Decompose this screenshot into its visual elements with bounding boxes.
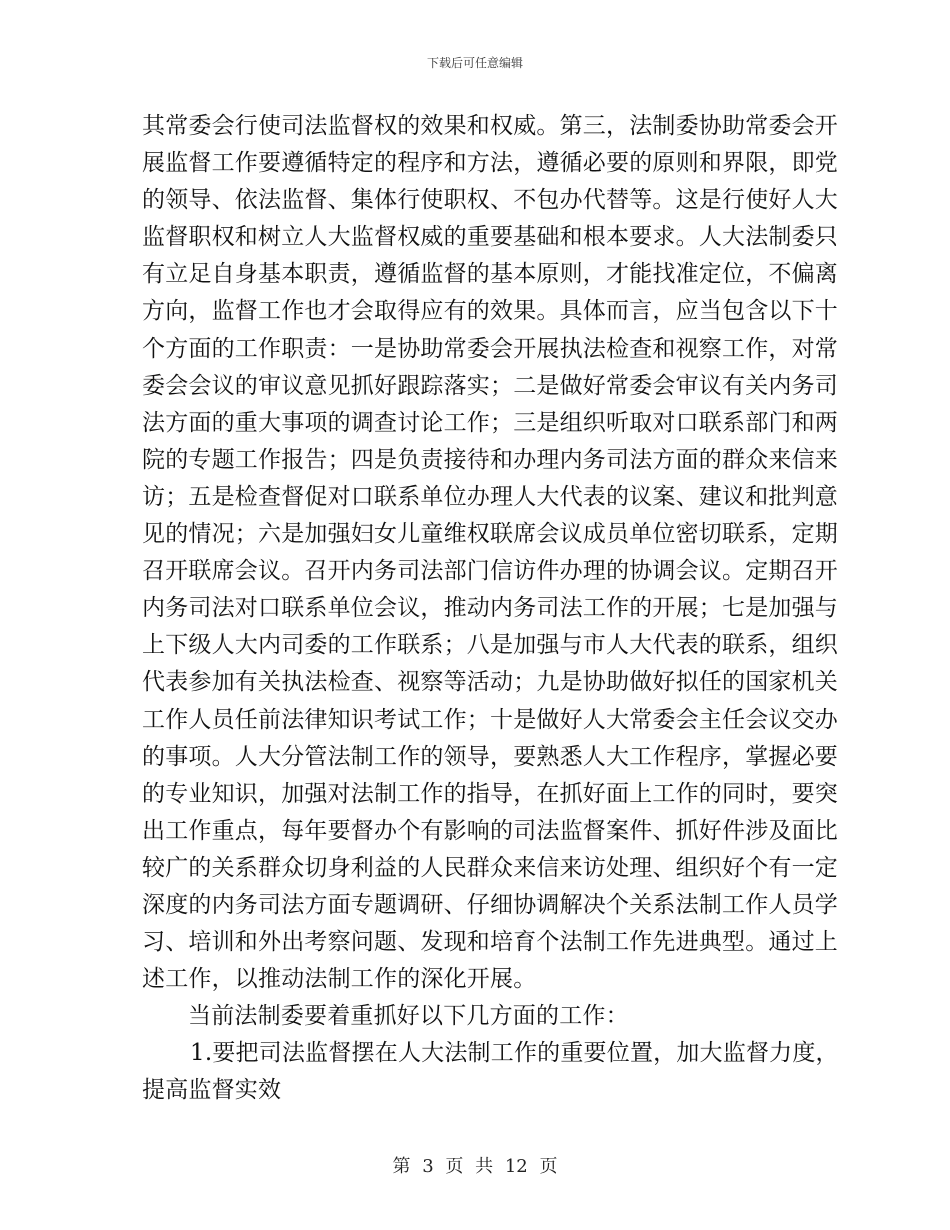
paragraph-line: 的事项。人大分管法制工作的领导，要熟悉人大工作程序，掌握必要	[142, 743, 838, 770]
page-header: 下载后可任意编辑	[426, 56, 523, 70]
intro-line: 当前法制委要着重抓好以下几方面的工作：	[188, 1003, 629, 1030]
paragraph-line: 上下级人大内司委的工作联系；八是加强与市人大代表的联系，组织	[142, 632, 838, 659]
body-text	[142, 108, 839, 1110]
paragraph-line: 访；五是检查督促对口联系单位办理人大代表的议案、建议和批判意	[142, 483, 838, 510]
paragraph-line: 其常委会行使司法监督权的效果和权威。第三，法制委协助常委会开	[142, 113, 838, 139]
paragraph-line: 工作人员任前法律知识考试工作；十是做好人大常委会主任会议交办	[142, 706, 838, 733]
paragraph-line: 见的情况；六是加强妇女儿童维权联席会议成员单位密切联系，定期	[142, 521, 838, 548]
paragraph-line: 内务司法对口联系单位会议，推动内务司法工作的开展；七是加强与	[142, 595, 838, 622]
section-heading-line: 1.要把司法监督摆在人大法制工作的重要位置，加大监督力度，	[190, 1040, 839, 1067]
paragraph-line: 出工作重点，每年要督办个有影响的司法监督案件、抓好件涉及面比	[142, 817, 838, 844]
paragraph-line: 有立足自身基本职责，遵循监督的基本原则，才能找准定位，不偏离	[142, 261, 838, 288]
paragraph-line: 个方面的工作职责：一是协助常委会开展执法检查和视察工作，对常	[142, 335, 838, 362]
paragraph-line: 院的专题工作报告；四是负责接待和办理内务司法方面的群众来信来	[142, 446, 838, 473]
paragraph-line: 监督职权和树立人大监督权威的重要基础和根本要求。人大法制委只	[142, 224, 838, 251]
paragraph-line: 代表参加有关执法检查、视察等活动；九是协助做好拟任的国家机关	[142, 669, 838, 696]
paragraph-line: 委会会议的审议意见抓好跟踪落实；二是做好常委会审议有关内务司	[142, 372, 838, 399]
page-footer: 第 3 页 共 12 页	[392, 1156, 558, 1177]
paragraph-line: 召开联席会议。召开内务司法部门信访件办理的协调会议。定期召开	[142, 558, 838, 585]
paragraph-line: 较广的关系群众切身利益的人民群众来信来访处理、组织好个有一定	[142, 854, 838, 881]
paragraph-line: 法方面的重大事项的调查讨论工作；三是组织听取对口联系部门和两	[142, 409, 838, 436]
paragraph-line: 述工作，以推动法制工作的深化开展。	[142, 966, 537, 993]
paragraph-line: 深度的内务司法方面专题调研、仔细协调解决个关系法制工作人员学	[142, 891, 838, 918]
paragraph-line: 的领导、依法监督、集体行使职权、不包办代替等。这是行使好人大	[142, 187, 838, 214]
section-heading-line: 提高监督实效	[142, 1077, 282, 1104]
paragraph-line: 展监督工作要遵循特定的程序和方法，遵循必要的原则和界限，即党	[142, 150, 838, 177]
paragraph-line: 的专业知识，加强对法制工作的指导，在抓好面上工作的同时，要突	[142, 780, 838, 807]
paragraph-line: 方向，监督工作也才会取得应有的效果。具体而言，应当包含以下十	[142, 298, 838, 325]
paragraph-line: 习、培训和外出考察问题、发现和培育个法制工作先进典型。通过上	[142, 929, 838, 956]
